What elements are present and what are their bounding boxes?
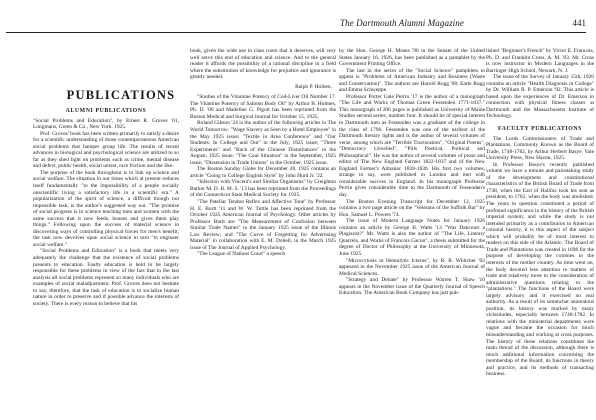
publication-note: "Infection with Vincent's and Similar Organisms" by Creighton Barker M. D. B. M. S. '13 has been reprinted from the Proceedings of the Connecticut State Medical Society for 1925. xyxy=(190,179,336,199)
column-3 xyxy=(339,48,485,420)
publication-note: "The League of Nations Court" a speech xyxy=(197,251,286,258)
publication-note: The Boston Sunday Globe for December 20, 1925 contains an article "Going to College English Style" by John Hurd Jr. '22. xyxy=(190,166,336,179)
publication-note: The Boston Evening Transcript for December 12, 1925 contains a two page article on the "Veterans of the Suffolk Bar" by Hon. Samuel L. Powers '74. xyxy=(339,198,485,218)
review-paragraph: The purpose of the book throughout is to link up science and social welfare. The situation in our times which at present reduces itself fundamentally "to the impossibility of a people socially unscientific living a satisfactory life in a scientific era." A popularization of the spirit of science, a difficult though not impossible task, is the author's suggested way out. "The promise of social progress is in science teaching men and women with the same success that it now feeds, houses and gives them play things." Following upon the success of material science in discovering ways of controlling physical forces for men's benefit, the task now devolves upon social science in turn "to engineer social welfare." xyxy=(33,169,179,248)
publication-note: The issue of the Survey of January 15th, 1926 contains an article "Health Diagnosis in College" by Dr. William R. P. Emerson '92. This article is based upon the experiences of Dr. Emerson in connection with physical fitness classes at Dartmouth and the Massachusetts Institute of Technology. xyxy=(486,74,594,120)
publication-note: lished "Beginner's French" by Victor E. Francois, Ph. D. and Franklin Cross, A. M. '03. Mr. Cross is now instructor in Modern Languages in the Barringer High School, Newark, N. J. xyxy=(486,48,594,74)
journal-title: The Dartmouth Alumni Magazine xyxy=(340,18,464,28)
page-title: PUBLICATIONS xyxy=(66,88,176,102)
faculty-publications-heading: FACULTY PUBLICATIONS xyxy=(498,126,582,133)
publication-note: Professor Porter Gale Perrin '17 is the author of a monograph "The Life and Works of Thomas Green Fessenden 1771-1837." This monograph of 206 pages is published as University of Maine Studies second series, number four. It should be of special interest to Dartmouth men as Fessenden was a graduate of the college in the class of 1796. Fessenden was one of the earliest of the Dartmouth literary lights and is the author of several volumes of verse, among which are "Terrible Tractoration", "Original Poems", "Democracy Unveiled", "Pills Poetical, Political and Philosophical". He was the author of several volumes of prose and editor of The New England Farmer 1822-1837 and of the New England Farmer's Almanac 1828-1836. His first two volumes, strange to say, were published in London and met with considerable success in England. In his monograph Professor Perrin gives considerable time to the Dartmouth of Fessenden's day. xyxy=(339,93,485,199)
publication-note: "Studies of the Vitamine Potency of Cod-Liver Oil Number 17. The Vitamine Potency of Salmon Body Oil" by Arthur B. Holmes, Ph. D. '06 and Madeline G. Pigott has been reprinted from the Boston Medical and Surgical Journal for October 15, 1925. xyxy=(190,94,336,120)
book-citation: "Social Problems and Education", by Ernest R. Groves '01, Longmans, Green & Co., New York. 1925. xyxy=(33,117,179,131)
review-signature: Ralph P. Holben. xyxy=(295,83,332,90)
publication-note: "Strategy and Debate" by Professor Warren T. Shaw '10 appears in the November issue of the Quarterly Journal of Speech Education. The American Book Company has just pub- xyxy=(339,277,485,297)
book-citation: The Lords Commissioners of Trade and Plantations, Commonly Known as the Board of Trade, 1748-1782, by Arthur Herbert Basye. Yale University Press, New Haven, 1925. xyxy=(486,135,594,162)
column-1 xyxy=(33,0,179,420)
review-paragraph: In Professor Basye's recently published volume we have a minute and painstaking study of the development and constitutional characteristics of the British Board of Trade from 1748, when the Earl of Halifax took his seat as president, to 1782, when the body was abolished. The years in question constituted a period of profound significance in the history of the British imperial system; and while the study is not intended primarily as a contribution to American colonial history, it is this aspect of the subject which will probably be of most interest to readers on this side of the Atlantic. The Board of Trade and Plantations was created in 1696 for the purpose of developing the colonies in the interests of the mother country. As time went on, the body devoted less attention to matters of trade and relatively more to the consideration of administrative questions relating to the "plantations." The functions of the Board were largely advisory and it exercised no real authority. As a result of its somewhat anomalous position, its history was marked by many vicissitudes, especially between 1748-1782. In relations with the ministerial departments were vague and became the occasion for much misunderstanding and working at cross purposes. The history of these relations constitutes the main thread of the discussion, although there is much additional information concerning the membership of the Board, its functions in theory and practice, and its methods of transacting business. xyxy=(486,161,594,378)
publication-note: "The Patellar Tendon Reflex and Affective Tone" by Professor H. E. Burtt '11 and W. W. Tuttle has been reprinted from the October 1925 American Journal of Psychology. Other articles by Professor Burtt are "The Measurement of Confusion between Similar Trade Names" in the January 1925 issue of the Illinois Law Review; and "The Curve of Forgetting for Advertising Material" in collaboration with E. M. Dobell, in the March 1925 issue of The Journal of Applied Psychology. xyxy=(190,199,336,251)
publication-note: The issue of Modern Language Notes for January 1926 contains an article by George B. Watts '13 "Was Dancourt a Plagiarist?" Mr. Watts is also the author of "The Life, Literary Quarrels, and Works of Francois Gacon", a thesis submitted for the degree of Doctor of Philosophy at the University of Minnesota, June 1925. xyxy=(339,218,485,257)
alumni-publications-heading: ALUMNI PUBLICATIONS xyxy=(65,108,147,114)
publication-note: Roland Gibson '24 is the author of the following articles in The World Tomorrow: "Wage Slavery as Seen by a Hotel Employee" in the May 1925 issue; "Textile in Area Conference" and "Our Students: In College and Out" in the July, 1925 issue; "Three Experiments" and "Back of the Chinese Disturbances" in the August, 1925 issue; "The Coal Situation" in the September, 1925 issue; "Dissension in Trade Unions" in the October, 1925 issue. xyxy=(190,120,336,166)
review-paragraph: "Social Problems and Education" is a book that meets very adequately the challenge that the existence of social problems presents to education. Faulty education is held to be largely responsible for these problems in view of the fact that in the last analysis all social problems represent so many individuals who are examples of social maladjustment. Prof. Groves does not hesitate to say, therefore, that the task of education is to socialize human nature in order to preserve and if possible advance the interests of society. There is every reason to believe that his xyxy=(33,248,179,307)
publication-note: "Microcytosis in Hemolytic Icterus", by R. R. Whitcher '02 appeared in the November 1925 issue of the American Journal of Medical Sciences. xyxy=(339,257,485,277)
column-4 xyxy=(486,48,594,420)
review-paragraph: Prof. Groves' book has been written primarily to satisfy a desire for a scientific understanding of those contemporaneous American social problems that hamper group life. The results of recent advances in biological and psychological science are utilized to so far as they shed light on problems such as crime, mental disease and defect, public health, social unrest, race friction and the like. xyxy=(33,130,179,170)
publication-note: by the Hon. George H. Moses '90 in the Senate of the United States January 16, 1926, has been published as a pamphlet by the Government Printing Office. xyxy=(339,48,485,68)
page-number: 441 xyxy=(572,18,586,28)
review-paragraph: book, given the wide use in class room that it deserves, will very well serve this end of education and science. And to the general reader it affords the possibility of a rational discipline in a field where the substitution of knowledge for prejudice and ignorance is greatly needed. xyxy=(190,48,336,81)
publication-note: The last in the series of the "Social Science" pamphlets to appear is "Problems of American Industry and Business (Waste and Conservation)". The authors are Harold Rugg '08, Earle Rugg and Emma Schweppe. xyxy=(339,67,485,94)
column-2 xyxy=(190,48,336,420)
